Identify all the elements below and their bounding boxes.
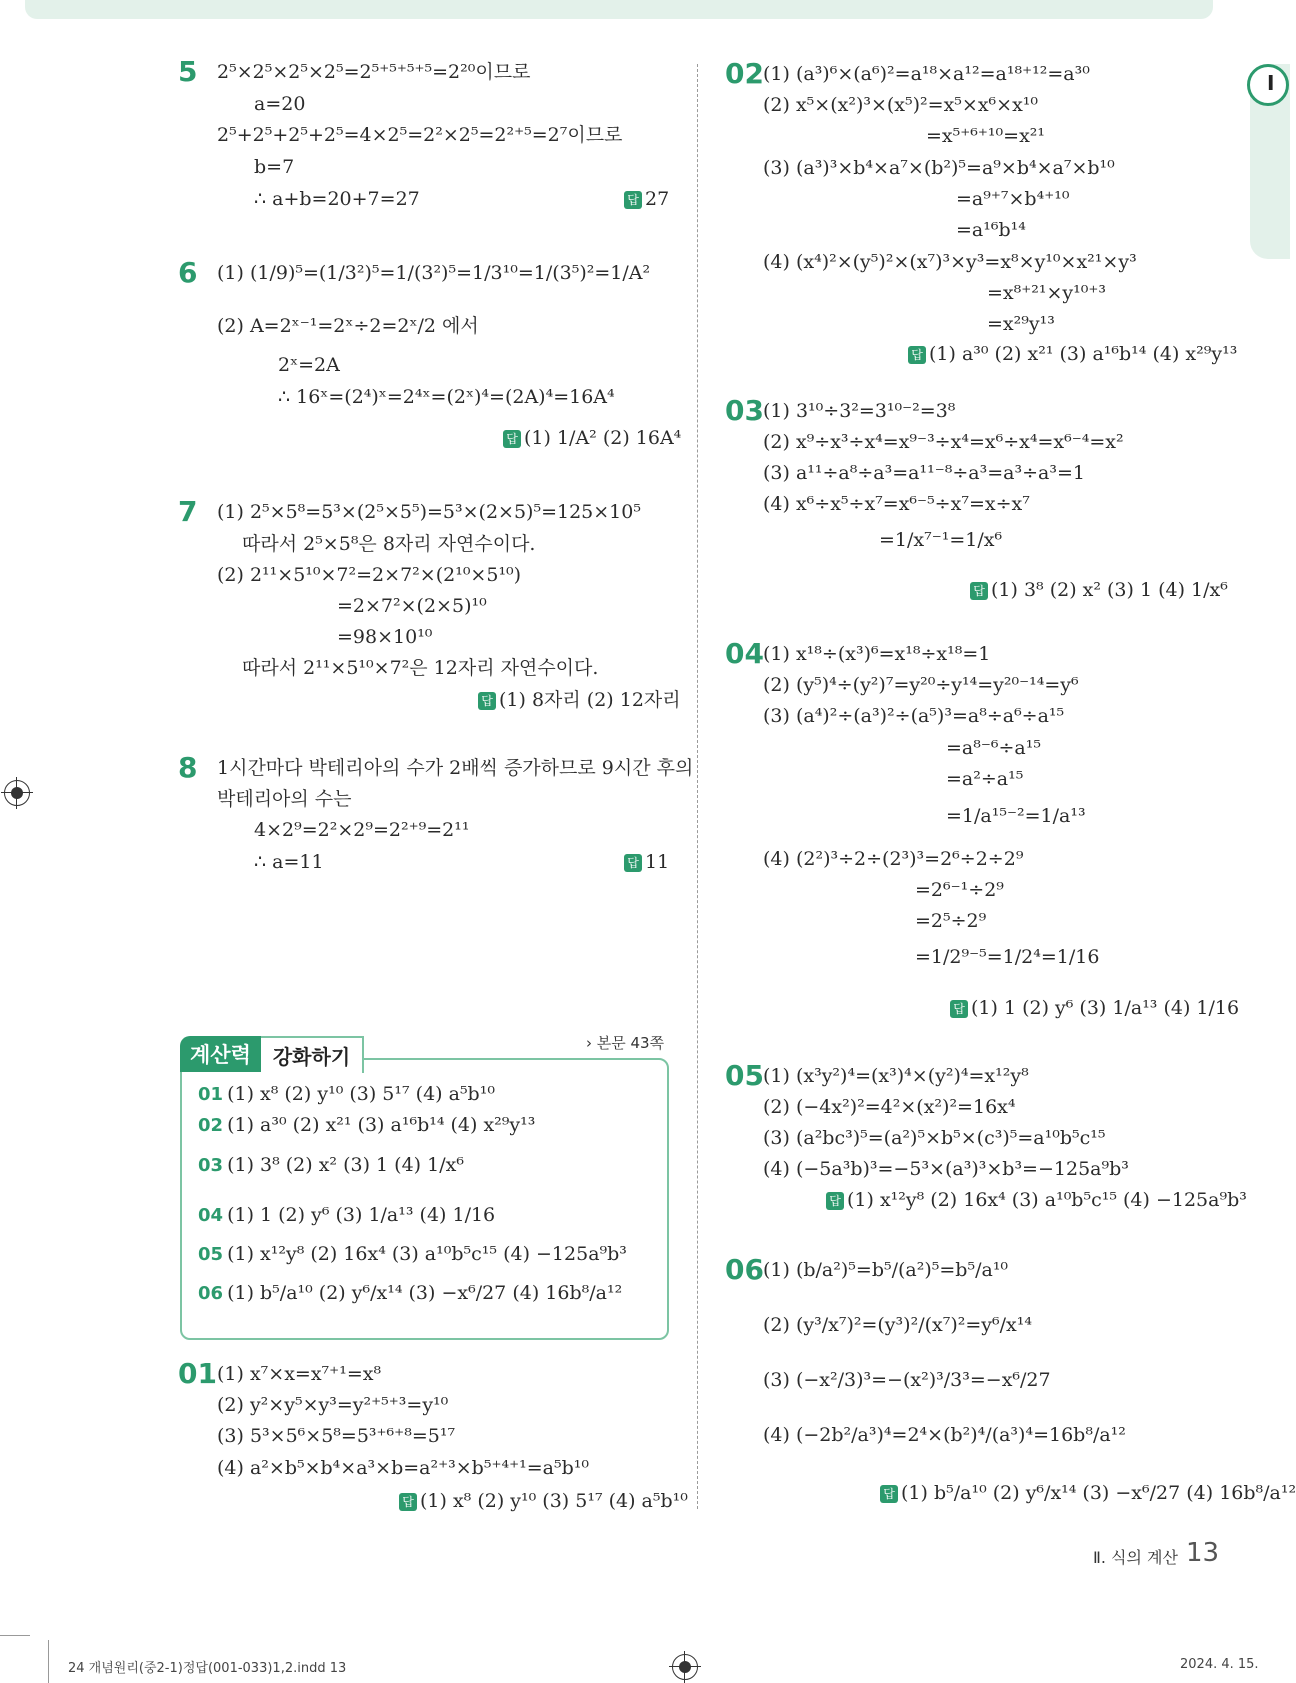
solution-line: =1/2⁹⁻⁵=1/2⁴=1/16 xyxy=(915,946,1100,968)
problem-number: 5 xyxy=(178,55,198,88)
solution-line: =2⁶⁻¹÷2⁹ xyxy=(915,879,1004,901)
answer: 답 (1) x⁸ (2) y¹⁰ (3) 5¹⁷ (4) a⁵b¹⁰ xyxy=(399,1488,688,1514)
solution-line: (2) A=2ˣ⁻¹=2ˣ÷2=2ˣ/2 에서 xyxy=(217,315,479,337)
box-row: 04 (1) 1 (2) y⁶ (3) 1/a¹³ (4) 1/16 xyxy=(198,1204,496,1226)
solution-line: (4) (−5a³b)³=−5³×(a³)³×b³=−125a⁹b³ xyxy=(763,1158,1129,1180)
answer-mark-icon: 답 xyxy=(970,582,988,600)
solution-line: (1) x⁷×x=x⁷⁺¹=x⁸ xyxy=(217,1363,382,1385)
answer: 답 11 xyxy=(624,849,669,875)
solution-line: =a⁸⁻⁶÷a¹⁵ xyxy=(946,737,1041,759)
solution-line: b=7 xyxy=(254,156,295,178)
solution-line: (1) (b/a²)⁵=b⁵/(a²)⁵=b⁵/a¹⁰ xyxy=(763,1259,1009,1281)
solution-line: =x⁵⁺⁶⁺¹⁰=x²¹ xyxy=(926,125,1046,147)
solution-line: 1시간마다 박테리아의 수가 2배씩 증가하므로 9시간 후의 xyxy=(217,757,694,779)
answer-mark-icon: 답 xyxy=(908,346,926,364)
box-row: 03 (1) 3⁸ (2) x² (3) 1 (4) 1/x⁶ xyxy=(198,1154,464,1176)
answer: 답 (1) x¹²y⁸ (2) 16x⁴ (3) a¹⁰b⁵c¹⁵ (4) −125a⁹b³ xyxy=(826,1187,1247,1213)
solution-line: (3) (a²bc³)⁵=(a²)⁵×b⁵×(c³)⁵=a¹⁰b⁵c¹⁵ xyxy=(763,1127,1106,1149)
solution-line: (4) (2²)³÷2÷(2³)³=2⁶÷2÷2⁹ xyxy=(763,848,1024,870)
solution-line: (3) (−x²/3)³=−(x²)³/3³=−x⁶/27 xyxy=(763,1369,1051,1391)
solution-line: (3) 5³×5⁶×5⁸=5³⁺⁶⁺⁸=5¹⁷ xyxy=(217,1425,456,1447)
print-file-info: 24 개념원리(중2-1)정답(001-033)1,2.indd 13 xyxy=(68,1661,347,1676)
problem-number: 7 xyxy=(178,495,198,528)
crop-mark xyxy=(0,1635,30,1636)
solution-line: 따라서 2⁵×5⁸은 8자리 자연수이다. xyxy=(242,533,536,555)
solution-line: (2) (y³/x⁷)²=(y³)²/(x⁷)²=y⁶/x¹⁴ xyxy=(763,1314,1032,1336)
problem-number: 05 xyxy=(725,1059,764,1092)
solution-line: =a¹⁶b¹⁴ xyxy=(956,219,1026,241)
problem-number: 6 xyxy=(178,256,198,289)
box-title-tab xyxy=(180,1036,364,1072)
solution-line: 4×2⁹=2²×2⁹=2²⁺⁹=2¹¹ xyxy=(254,819,470,841)
solution-line: =a²÷a¹⁵ xyxy=(946,768,1024,790)
solution-line: (3) a¹¹÷a⁸÷a³=a¹¹⁻⁸÷a³=a³÷a³=1 xyxy=(763,462,1085,484)
solution-line: 박테리아의 수는 xyxy=(217,788,352,810)
solution-line: (2) x⁹÷x³÷x⁴=x⁹⁻³÷x⁴=x⁶÷x⁴=x⁶⁻⁴=x² xyxy=(763,431,1124,453)
solution-line: =a⁹⁺⁷×b⁴⁺¹⁰ xyxy=(956,188,1070,210)
solution-line: =2⁵÷2⁹ xyxy=(915,910,987,932)
solution-line: =x²⁹y¹³ xyxy=(987,313,1055,335)
answer-mark-icon: 답 xyxy=(624,191,642,209)
solution-line: (2) x⁵×(x²)³×(x⁵)²=x⁵×x⁶×x¹⁰ xyxy=(763,94,1039,116)
answer: 답 27 xyxy=(624,186,669,212)
solution-line: (4) x⁶÷x⁵÷x⁷=x⁶⁻⁵÷x⁷=x÷x⁷ xyxy=(763,493,1030,515)
solution-line: 2⁵+2⁵+2⁵+2⁵=4×2⁵=2²×2⁵=2²⁺⁵=2⁷이므로 xyxy=(217,124,623,146)
problem-number: 04 xyxy=(725,637,764,670)
crop-mark xyxy=(48,1640,49,1683)
answer-mark-icon: 답 xyxy=(624,854,642,872)
problem-number: 02 xyxy=(725,57,764,90)
solution-line: (4) (x⁴)²×(y⁵)²×(x⁷)³×y³=x⁸×y¹⁰×x²¹×y³ xyxy=(763,251,1137,273)
page-number: 13 xyxy=(1186,1538,1220,1568)
answer: 답 (1) b⁵/a¹⁰ (2) y⁶/x¹⁴ (3) −x⁶/27 (4) 16b⁸/a¹² xyxy=(880,1480,1296,1506)
solution-line: =x⁸⁺²¹×y¹⁰⁺³ xyxy=(987,282,1107,304)
solution-line: ∴ 16ˣ=(2⁴)ˣ=2⁴ˣ=(2ˣ)⁴=(2A)⁴=16A⁴ xyxy=(278,386,615,408)
registration-mark-icon xyxy=(672,1654,698,1680)
answer: 답 (1) 1/A² (2) 16A⁴ xyxy=(503,425,681,451)
chapter-side-tab-badge: Ⅰ xyxy=(1247,64,1289,106)
print-date: 2024. 4. 15. xyxy=(1180,1657,1259,1672)
answer: 답 (1) 3⁸ (2) x² (3) 1 (4) 1/x⁶ xyxy=(970,577,1228,603)
solution-line: ∴ a=11 xyxy=(254,851,324,873)
solution-line: 2ˣ=2A xyxy=(278,354,340,376)
solution-line: (3) (a⁴)²÷(a³)²÷(a⁵)³=a⁸÷a⁶÷a¹⁵ xyxy=(763,705,1065,727)
footer-chapter-title: Ⅱ. 식의 계산 xyxy=(1093,1548,1178,1567)
solution-line: (1) x¹⁸÷(x³)⁶=x¹⁸÷x¹⁸=1 xyxy=(763,643,991,665)
problem-number: 06 xyxy=(725,1253,764,1286)
solution-line: (2) (−4x²)²=4²×(x²)²=16x⁴ xyxy=(763,1096,1016,1118)
answer-mark-icon: 답 xyxy=(950,1000,968,1018)
solution-line: =1/x⁷⁻¹=1/x⁶ xyxy=(879,529,1003,551)
solution-line: a=20 xyxy=(254,93,306,115)
column-divider xyxy=(697,64,698,1509)
solution-line: (2) 2¹¹×5¹⁰×7²=2×7²×(2¹⁰×5¹⁰) xyxy=(217,564,522,586)
solution-line: (3) (a³)³×b⁴×a⁷×(b²)⁵=a⁹×b⁴×a⁷×b¹⁰ xyxy=(763,157,1115,179)
solution-line: =2×7²×(2×5)¹⁰ xyxy=(337,595,487,617)
answer-mark-icon: 답 xyxy=(503,430,521,448)
solution-line: 따라서 2¹¹×5¹⁰×7²은 12자리 자연수이다. xyxy=(242,657,599,679)
page-reference: › 본문 43쪽 xyxy=(586,1034,665,1052)
solution-line: (1) (1/9)⁵=(1/3²)⁵=1/(3²)⁵=1/3¹⁰=1/(3⁵)²=1/A² xyxy=(217,262,651,284)
solution-line: ∴ a+b=20+7=27 xyxy=(254,188,420,210)
top-color-band xyxy=(25,0,1213,19)
solution-line: (2) y²×y⁵×y³=y²⁺⁵⁺³=y¹⁰ xyxy=(217,1394,449,1416)
box-row: 05 (1) x¹²y⁸ (2) 16x⁴ (3) a¹⁰b⁵c¹⁵ (4) −125a⁹b³ xyxy=(198,1243,627,1265)
solution-line: (1) 3¹⁰÷3²=3¹⁰⁻²=3⁸ xyxy=(763,400,956,422)
problem-number: 01 xyxy=(178,1357,217,1390)
solution-line: =1/a¹⁵⁻²=1/a¹³ xyxy=(946,805,1086,827)
box-row: 06 (1) b⁵/a¹⁰ (2) y⁶/x¹⁴ (3) −x⁶/27 (4) 16b⁸/a¹² xyxy=(198,1282,623,1304)
box-row: 01 (1) x⁸ (2) y¹⁰ (3) 5¹⁷ (4) a⁵b¹⁰ xyxy=(198,1083,495,1105)
box-title-main: 계산력 xyxy=(180,1036,261,1072)
box-title-sub: 강화하기 xyxy=(261,1036,364,1073)
answer: 답 (1) 1 (2) y⁶ (3) 1/a¹³ (4) 1/16 xyxy=(950,995,1239,1021)
problem-number: 8 xyxy=(178,751,198,784)
answer-mark-icon: 답 xyxy=(478,692,496,710)
solution-line: 2⁵×2⁵×2⁵×2⁵=2⁵⁺⁵⁺⁵⁺⁵=2²⁰이므로 xyxy=(217,61,531,83)
answer-mark-icon: 답 xyxy=(880,1485,898,1503)
answer: 답 (1) a³⁰ (2) x²¹ (3) a¹⁶b¹⁴ (4) x²⁹y¹³ xyxy=(908,341,1237,367)
answer-mark-icon: 답 xyxy=(399,1493,417,1511)
solution-line: (1) (a³)⁶×(a⁶)²=a¹⁸×a¹²=a¹⁸⁺¹²=a³⁰ xyxy=(763,63,1090,85)
solution-line: (4) a²×b⁵×b⁴×a³×b=a²⁺³×b⁵⁺⁴⁺¹=a⁵b¹⁰ xyxy=(217,1457,590,1479)
solution-line: (4) (−2b²/a³)⁴=2⁴×(b²)⁴/(a³)⁴=16b⁸/a¹² xyxy=(763,1424,1126,1446)
answer-mark-icon: 답 xyxy=(826,1192,844,1210)
solution-line: (1) (x³y²)⁴=(x³)⁴×(y²)⁴=x¹²y⁸ xyxy=(763,1065,1029,1087)
registration-mark-icon xyxy=(4,780,30,806)
solution-line: (1) 2⁵×5⁸=5³×(2⁵×5⁵)=5³×(2×5)⁵=125×10⁵ xyxy=(217,501,641,523)
box-row: 02 (1) a³⁰ (2) x²¹ (3) a¹⁶b¹⁴ (4) x²⁹y¹³ xyxy=(198,1114,536,1136)
answer: 답 (1) 8자리 (2) 12자리 xyxy=(478,687,681,713)
problem-number: 03 xyxy=(725,394,764,427)
solution-line: =98×10¹⁰ xyxy=(337,626,433,648)
solution-line: (2) (y⁵)⁴÷(y²)⁷=y²⁰÷y¹⁴=y²⁰⁻¹⁴=y⁶ xyxy=(763,674,1079,696)
